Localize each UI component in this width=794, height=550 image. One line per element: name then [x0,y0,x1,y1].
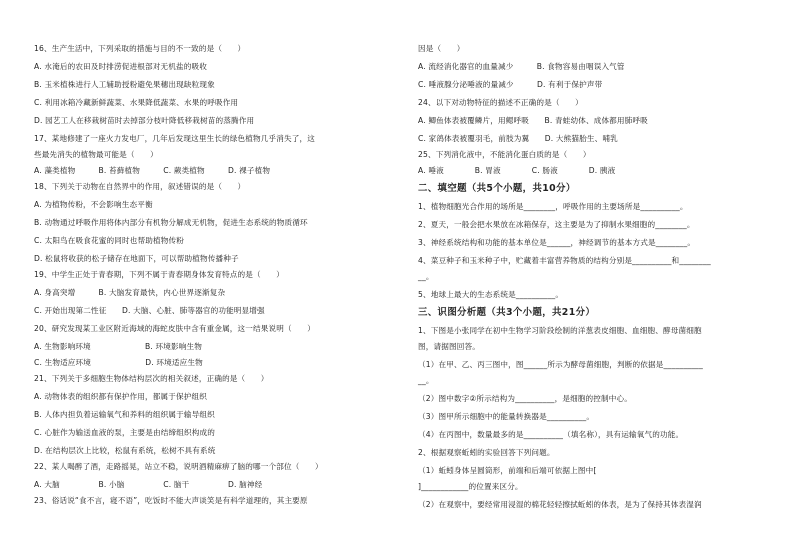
section-heading: 三、识图分析题（共3个小题，共21分） [418,307,596,318]
question-line: 图，请据图回答。 [418,342,480,351]
question-line: A. 鲫鱼体表被覆鳞片，用鳃呼吸 B. 青蛙幼体、成体都用肺呼吸 [418,116,648,125]
question-line: C. 利用冰箱冷藏新鲜蔬菜、水果降低蔬菜、水果的呼吸作用 [34,98,239,107]
question-line: 17、某地修建了一座火力发电厂，几年后发现这里生长的绿色植物几乎消失了，这 [34,134,315,143]
question-line: 22、某人喝醉了酒，走路摇晃，站立不稳，说明酒精麻痹了脑的哪一个部位（ ） [34,462,323,471]
question-line: 4、菜豆种子和玉米种子中，贮藏着丰富营养物质的结构分别是__________和________ [418,256,711,265]
question-line: （1）在甲、乙、丙三图中，图______所示为酵母菌细胞，判断的依据是__________ [418,360,703,369]
question-line: ]____________的位置来区分。 [418,482,523,491]
question-line: 19、中学生正处于青春期，下列不属于青春期身体发育特点的是（ ） [34,270,285,279]
question-line: 些最先消失的植物最可能是（ ） [34,150,158,159]
question-line: 25、下列消化液中，不能消化蛋白质的是（ ） [418,150,591,159]
question-line: A. 身高突增 B. 大脑发育最快，内心世界逐渐复杂 [34,288,226,297]
question-line: 1、下图是小张同学在初中生物学习阶段绘制的洋葱表皮细胞、血细胞、酵母菌细胞 [418,326,702,335]
question-line: B. 玉米植株进行人工辅助授粉避免果穗出现缺粒现象 [34,80,215,89]
question-line: D. 在结构层次上比较，松鼠有系统，松树不具有系统 [34,446,216,455]
question-line: B. 动物通过呼吸作用将体内部分有机物分解成无机物，促进生态系统的物质循环 [34,218,308,227]
question-line: 16、生产生活中，下列采取的措施与目的不一致的是（ ） [34,44,246,53]
question-line: 3、神经系统结构和功能的基本单位是______，神经调节的基本方式是________。 [418,238,696,247]
question-line: 1、植物细胞光合作用的场所是________，呼吸作用的主要场所是__________。 [418,202,688,211]
question-line: （3）图甲所示细胞中的能量转换器是__________。 [418,412,595,421]
question-line: 2、夏天，一般会把水果放在冰箱保存，这主要是为了抑制水果细胞的________。 [418,220,695,229]
question-line: C. 家鸽体表被覆羽毛，前肢为翼 D. 大熊猫胎生、哺乳 [418,134,618,143]
question-line: A. 生物影响环境 B. 环境影响生物 [34,342,202,351]
question-line: D. 园艺工人在移栽树苗时去掉部分枝叶降低移栽树苗的蒸腾作用 [34,116,255,125]
question-line: C. 生物适应环境 D. 环境适应生物 [34,358,203,367]
question-line: （1）蚯蚓身体呈圆筒形，前端和后端可依据上图中[ [418,466,597,475]
question-line: 18、下列关于动物在自然界中的作用，叙述错误的是（ ） [34,182,246,191]
question-line: 20、研究发现某工业区附近海域的海蛇皮肤中含有重金属，这一结果说明（ ） [34,324,315,333]
question-line: （2）在观察中，要经常用浸湿的棉花轻轻擦拭蚯蚓的体表，是为了保持其体表湿润 [418,500,702,509]
question-line: A. 大脑 B. 小脑 C. 脑干 D. 脑神经 [34,480,263,489]
question-line: 24、以下对动物特征的描述不正确的是（ ） [418,98,583,107]
question-line: 23、俗话说“食不言，寝不语”，吃饭时不能大声谈笑是有科学道理的，其主要原 [34,496,308,505]
question-line: A. 动物体表的组织都有保护作用，都属于保护组织 [34,392,207,401]
section-heading: 二、填空题（共5个小题，共10分） [418,183,576,194]
question-line: A. 为植物传粉，不会影响生态平衡 [34,200,153,209]
question-line: __。 [418,272,434,281]
question-line: D. 松鼠将收获的松子储存在地面下，可以帮助植物传播种子 [34,254,239,263]
question-line: B. 人体内担负着运输氧气和养料的组织属于输导组织 [34,410,215,419]
question-line: （4）在丙图中，数量最多的是__________（填名称），具有运输氧气的功能。 [418,430,684,439]
question-line: A. 流经消化器官的血量减少 B. 食物容易由咽误入气管 [418,62,625,71]
question-line: 5、地球上最大的生态系统是__________。 [418,290,564,299]
question-line: C. 唾液腺分泌唾液的量减少 D. 有利于保护声带 [418,80,603,89]
question-line: 21、下列关于多细胞生物体结构层次的相关叙述，正确的是（ ） [34,374,269,383]
question-line: （2）图中数字②所示结构为__________，是细胞的控制中心。 [418,394,633,403]
question-line: 2、根据观察蚯蚓的实验回答下列问题。 [418,448,555,457]
question-line: A. 藻类植物 B. 苔藓植物 C. 蕨类植物 D. 裸子植物 [34,166,271,175]
question-line: __。 [418,376,434,385]
question-line: A. 唾液 B. 胃液 C. 肠液 D. 胰液 [418,166,616,175]
question-line: C. 太阳鸟在吸食花蜜的同时也帮助植物传粉 [34,236,184,245]
question-line: 因是（ ） [418,44,465,53]
question-line: A. 水淹后的农田及时排涝促进根部对无机盐的吸收 [34,62,207,71]
question-line: C. 心脏作为输送血液的泵，主要是由结缔组织构成的 [34,428,215,437]
question-line: C. 开始出现第二性征 D. 大脑、心脏、肺等器官的功能明显增强 [34,306,265,315]
